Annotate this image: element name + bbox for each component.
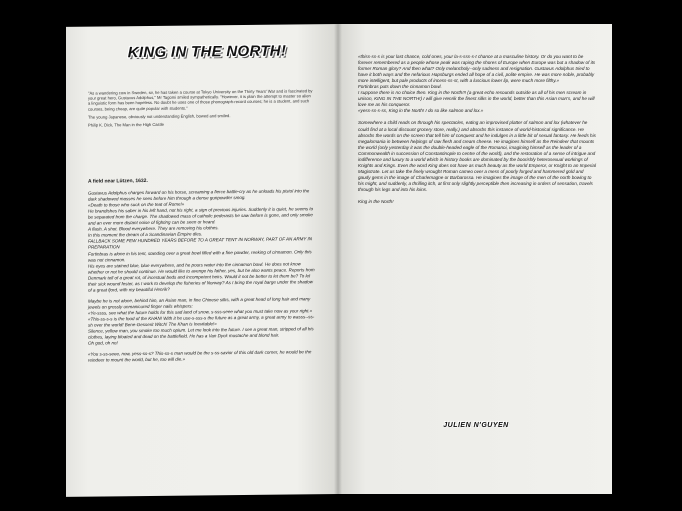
paragraph: His eyes are stained blue, blue everywhere, and he pours water into the cinnamon bowl. He does not know whether or not he should continue. He would like to avenge his father, yes, but he also wants peace. Reports from Denmark tell of a great rot, of incestual beds and incompetent heirs. Would it not be better to let them be? To let their sick wound fester, as I work to develop the fisheries of Norway? As I bring the royal barge under the shadow of a great fjord, with my beautiful Henrik?: [88, 260, 315, 293]
right-body-text: [358, 54, 596, 211]
paragraph: He brandishes his saber in his left hand, not his right, a sign of previous injuries. Suddenly it is quiet, he seems to be separated from the charge. The shadowed mass of catholic pederasts he saw before is gone, and only smoke and an ever more distant noise of fighting can be seen or heard.: [88, 206, 314, 226]
paragraph: King in the North!: [358, 199, 394, 205]
book-gutter: [334, 24, 342, 494]
epigraph-note: The young Japanese, obviously not understanding English, bowed and smiled.: [88, 112, 231, 120]
open-book: [66, 24, 612, 494]
paragraph: «Ye-ssss, see what the future holds for this sad land of snow, s-sss-seee what you must take now as your right.»: [88, 308, 313, 316]
paragraph: Gustavus Adolphus charges forward on his horse, screaming a fierce battle-cry as he unloads his pistol into the dark shadowed masses he sees before him through a dense gunpowder smog.: [88, 188, 310, 202]
page-title: KING IN THE NORTH!: [127, 42, 287, 62]
left-body-text: [88, 176, 316, 369]
paragraph: A flash. A shot. Blood everywhere. They are removing his clothes.: [88, 225, 219, 232]
epigraph-quote: "As a wandering cow in Sweden, sir, he has taken a course at Tokyo University on the Thirty Years' War and is fascinated by your great hero, Gustavus Adolphus," Mr Tagomi smiled sympathetically. "However, it is plain the attempt to master so alien a linguistic form has been hopeless. No doubt he uses one of those phonograph-record courses; he is a student, and such courses, being cheap, are quite popular with students.": [88, 88, 313, 112]
section-heading: A field near Lützen, 1632.: [88, 177, 148, 185]
author-name: JULIEN N'GUYEN: [443, 422, 509, 429]
paragraph: FALLBACK SOME FEW HUNDRED YEARS BEFORE TO A GREAT TENT IN NORWAY, PART OF AN ARMY IN PREPARATION: [88, 236, 313, 251]
paragraph: I suppose there is no choice then. King in the North!!! (a great echo resounds outside as all of his men scream in unison, KING IN THE NORTH!) I will give Henrik the finest silks in the world, better than this Asian man's, and he will love me as his conqueror.: [358, 90, 595, 108]
paragraph: Oh god, oh no!: [88, 340, 118, 346]
paragraph: «thiss-ss-s is your last chance, cold ones, your la-s-sss-s-t chance at a masculine history. Or do you want to be forever remembered as a people whose peak was raping the shores of Europe when Europe was but a shadow of its former Roman glory? And then what? Only melancholy--only sadness and resignation. Gustavus Adolphus tried to have it both ways and the nefarious Hapsburgs ended all hope of a civil, polite empire. He was more noble, probably more intelligent, but pale products of incess-ss-st, with a luscious lower lip, were much more filthy.»: [358, 54, 596, 84]
paragraph: Fortinbras is alone in his tent, standing over a great bowl filled with a fine powder, reeking of cinnamon. Only this was not cinnamon.: [88, 248, 312, 263]
paragraph: «You s-ss-seee, now, yess-ss-s? This-ss-s man would be the s-ss-savior of this old dark corner, he would be the reindeer to mount the world, but he, too will die.»: [88, 349, 312, 363]
paragraph: In this moment the dream of a Scandinavian Empire dies.: [88, 231, 203, 238]
paragraph: Somewhere a child reads on through his spectacles, eating an improvised platter of salmon and lox (whatever he could find at a local discount grocery store, really.) and absorbs this instance of world-historical significance. He absorbs the words on the screen that tell him of conquest and he indulges in a little bit of sexual fantasy. He feeds his megalomania in between helpings of raw flesh and cream cheese. He imagines himself as the Reindeer that mounts the world (only yesterday it was the double-headed eagle of the Romanoi, imagining himself as the leader of a Commonwealth in succession of Constantinople to centre of the world), and the restoration of a sense of intrigue and indifference and luxury to a world which in history books are dominated by the boorishly heterosexual workings of Knights and Kings. Even the word King does not have as much beauty as the world Emperor, or Knight to an Imperial Magistrate. Let us take the finely wrought Roman cameo over a mess of poorly forged and hammered gold and gaudy gems in the image of Charlemagne or Barbarossa. He imagines the image of the men of the north bowing to his might, and suddenly, a thrilling itch, at first only slightly perceptible then increasing in orders of sensation, travels through his legs and into his loins.: [358, 120, 596, 192]
epigraph-source: Philip K. Dick, The Man in the High Castle: [88, 121, 164, 128]
paragraph: «yess-ss-s-ss, King in the North! I do so like salmon and lox.»: [358, 108, 484, 114]
paragraph: «This-ss-s-s is the food of the KHAN! With it he use-s-sss-s the future as a great army, a great army to wasss--ss-sh over the world! Bene-Gesserit Witch! The Khan is Inevitable!»: [88, 314, 315, 328]
paragraph: «Death to those who suck on the teat of Rome!»: [88, 201, 185, 208]
paragraph: Maybe he is not alone, behind him, an Asian man, in fine Chinese silks, with a great head of long hair and many jewels on grossly unmanicured finger nails whispers:: [88, 296, 311, 310]
paragraph: Fortinbras puts down the cinnamon bowl.: [358, 84, 442, 90]
epigraph: [88, 88, 314, 131]
paragraph: Silence, yellow man, you smoke too much opium. Let me look into the future. I see a great man, stripped of all his clothes, laying bloated and dead on the battlefield. He has a Van Dyck mustache and blond hair.: [88, 326, 314, 340]
left-page: [66, 24, 338, 497]
